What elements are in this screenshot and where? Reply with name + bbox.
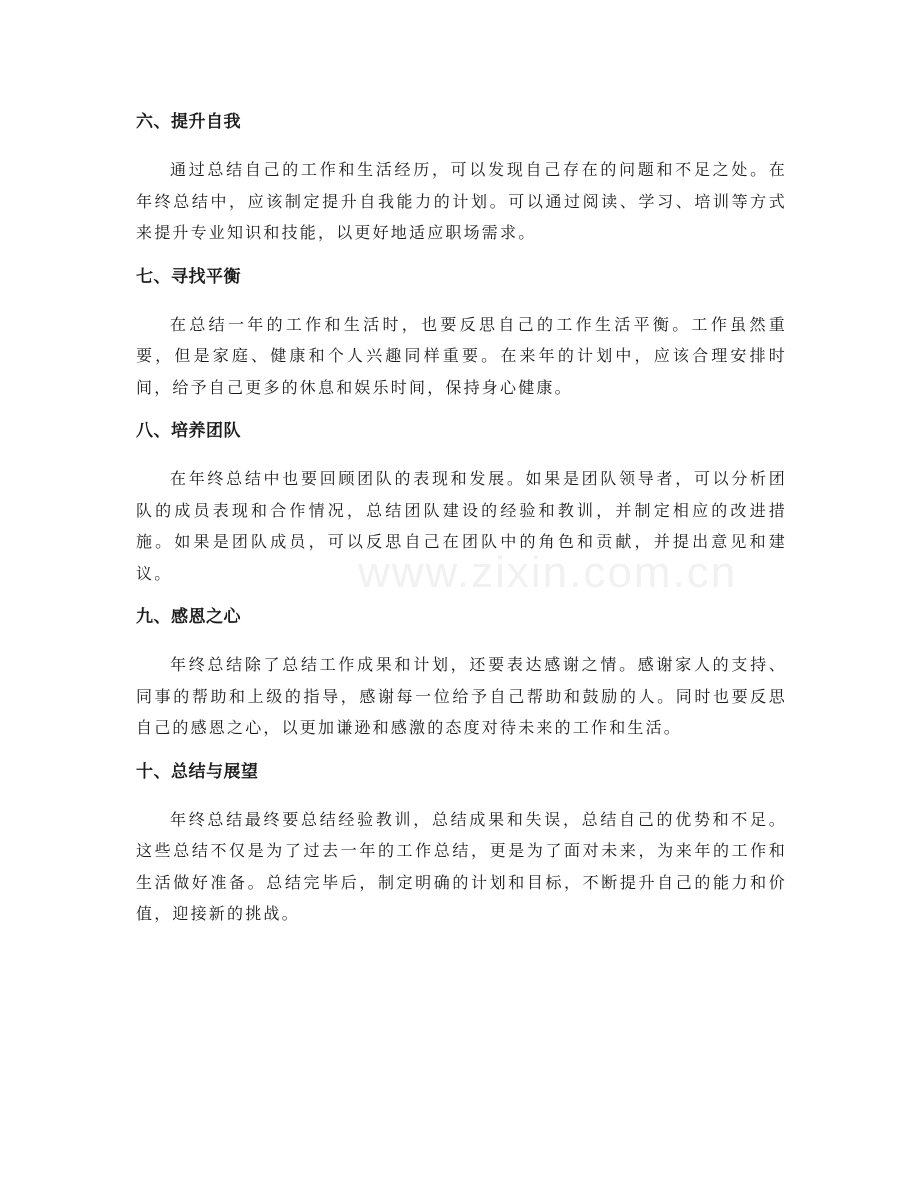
section-heading: 六、提升自我 [136, 112, 241, 132]
section-heading: 七、寻找平衡 [136, 266, 241, 287]
section-paragraph: 通过总结自己的工作和生活经历，可以发现自己存在的问题和不足之处。在年终总结中，应该制定提升自我能力的计划。可以通过阅读、学习、培训等方式来提升专业知识和技能，以更好地适应职场需求。 [136, 160, 787, 242]
section-heading: 八、培养团队 [136, 421, 241, 441]
section-gratitude [136, 603, 787, 744]
section-paragraph: 在总结一年的工作和生活时，也要反思自己的工作生活平衡。工作虽然重要，但是家庭、健康和个人兴趣同样重要。在来年的计划中，应该合理安排时间，给予自己更多的休息和娱乐时间，保持身心健康。 [136, 314, 787, 397]
watermark: www.zixin.com.cn [358, 548, 738, 597]
section-find-balance [136, 263, 787, 404]
section-heading: 九、感恩之心 [136, 607, 241, 627]
section-build-team [136, 417, 787, 589]
section-paragraph: 在年终总结中也要回顾团队的表现和发展。如果是团队领导者，可以分析团队的成员表现和合作情况，总结团队建设的经验和教训，并制定相应的改进措施。如果是团队成员，可以反思自己在团队中的角色和贡献，并提出意见和建议。 [136, 469, 787, 583]
section-paragraph: 年终总结最终要总结经验教训，总结成果和失误，总结自己的优势和不足。这些总结不仅是为了过去一年的工作总结，更是为了面对未来，为来年的工作和生活做好准备。总结完毕后，制定明确的计划和目标，不断提升自己的能力和价值，迎接新的挑战。 [136, 809, 787, 923]
section-summary-outlook [136, 758, 787, 930]
section-paragraph: 年终总结除了总结工作成果和计划，还要表达感谢之情。感谢家人的支持、同事的帮助和上级的指导，感谢每一位给予自己帮助和鼓励的人。同时也要反思自己的感恩之心，以更加谦逊和感激的态度对待未来的工作和生活。 [136, 655, 787, 737]
section-heading: 十、总结与展望 [136, 761, 259, 782]
section-improve-self [136, 108, 787, 249]
